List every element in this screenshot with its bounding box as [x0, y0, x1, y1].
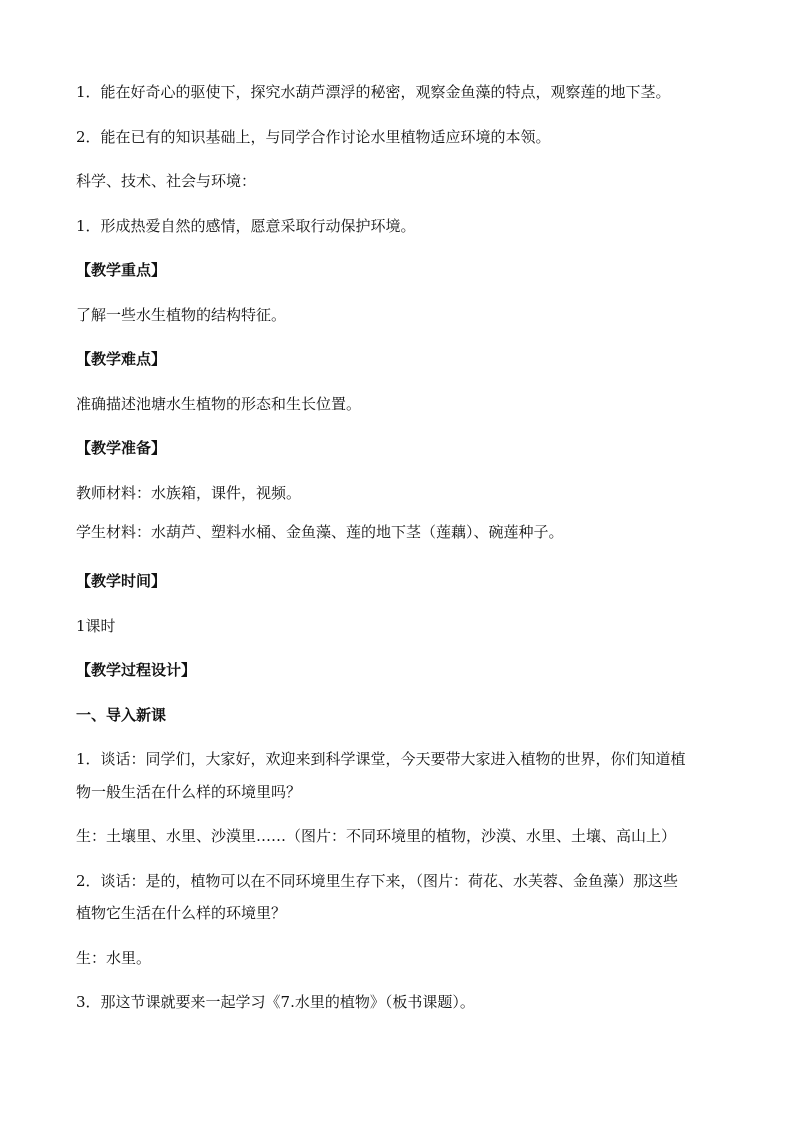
intro-step-1-line-1: 1．谈话：同学们，大家好，欢迎来到科学课堂，今天要带大家进入植物的世界，你们知道植 [76, 750, 686, 768]
student-response-1: 生：土壤里、水里、沙漠里……（图片：不同环境里的植物，沙漠、水里、土壤、高山上） [76, 827, 677, 845]
sts-line-1: 1．形成热爱自然的感情，愿意采取行动保护环境。 [76, 217, 416, 235]
student-response-2: 生：水里。 [76, 949, 152, 967]
subsection-heading-intro: 一、导入新课 [76, 706, 167, 724]
section-heading-preparation: 【教学准备】 [76, 439, 167, 457]
intro-step-1-line-2: 物一般生活在什么样的环境里吗？ [76, 783, 302, 801]
section-heading-process: 【教学过程设计】 [76, 661, 197, 679]
objective-line-1: 1．能在好奇心的驱使下，探究水葫芦漂浮的秘密，观察金鱼藻的特点，观察莲的地下茎。 [76, 83, 671, 101]
intro-step-2-line-1: 2．谈话：是的，植物可以在不同环境里生存下来，（图片：荷花、水芙蓉、金鱼藻）那这些 [76, 872, 679, 890]
intro-step-3: 3．那这节课就要来一起学习《7.水里的植物》（板书课题）。 [76, 993, 475, 1011]
time-text: 1课时 [76, 617, 116, 635]
intro-step-2-line-2: 植物它生活在什么样的环境里？ [76, 904, 287, 922]
sts-heading-line: 科学、技术、社会与环境： [76, 172, 257, 190]
section-heading-time: 【教学时间】 [76, 572, 167, 590]
student-materials: 学生材料：水葫芦、塑料水桶、金鱼藻、莲的地下茎（莲藕）、碗莲种子。 [76, 523, 564, 541]
teacher-materials: 教师材料：水族箱，课件，视频。 [76, 484, 302, 502]
section-heading-key-points: 【教学重点】 [76, 261, 167, 279]
difficulties-text: 准确描述池塘水生植物的形态和生长位置。 [76, 395, 362, 413]
key-points-text: 了解一些水生植物的结构特征。 [76, 306, 287, 324]
section-heading-difficulties: 【教学难点】 [76, 350, 167, 368]
objective-line-2: 2．能在已有的知识基础上，与同学合作讨论水里植物适应环境的本领。 [76, 128, 551, 146]
